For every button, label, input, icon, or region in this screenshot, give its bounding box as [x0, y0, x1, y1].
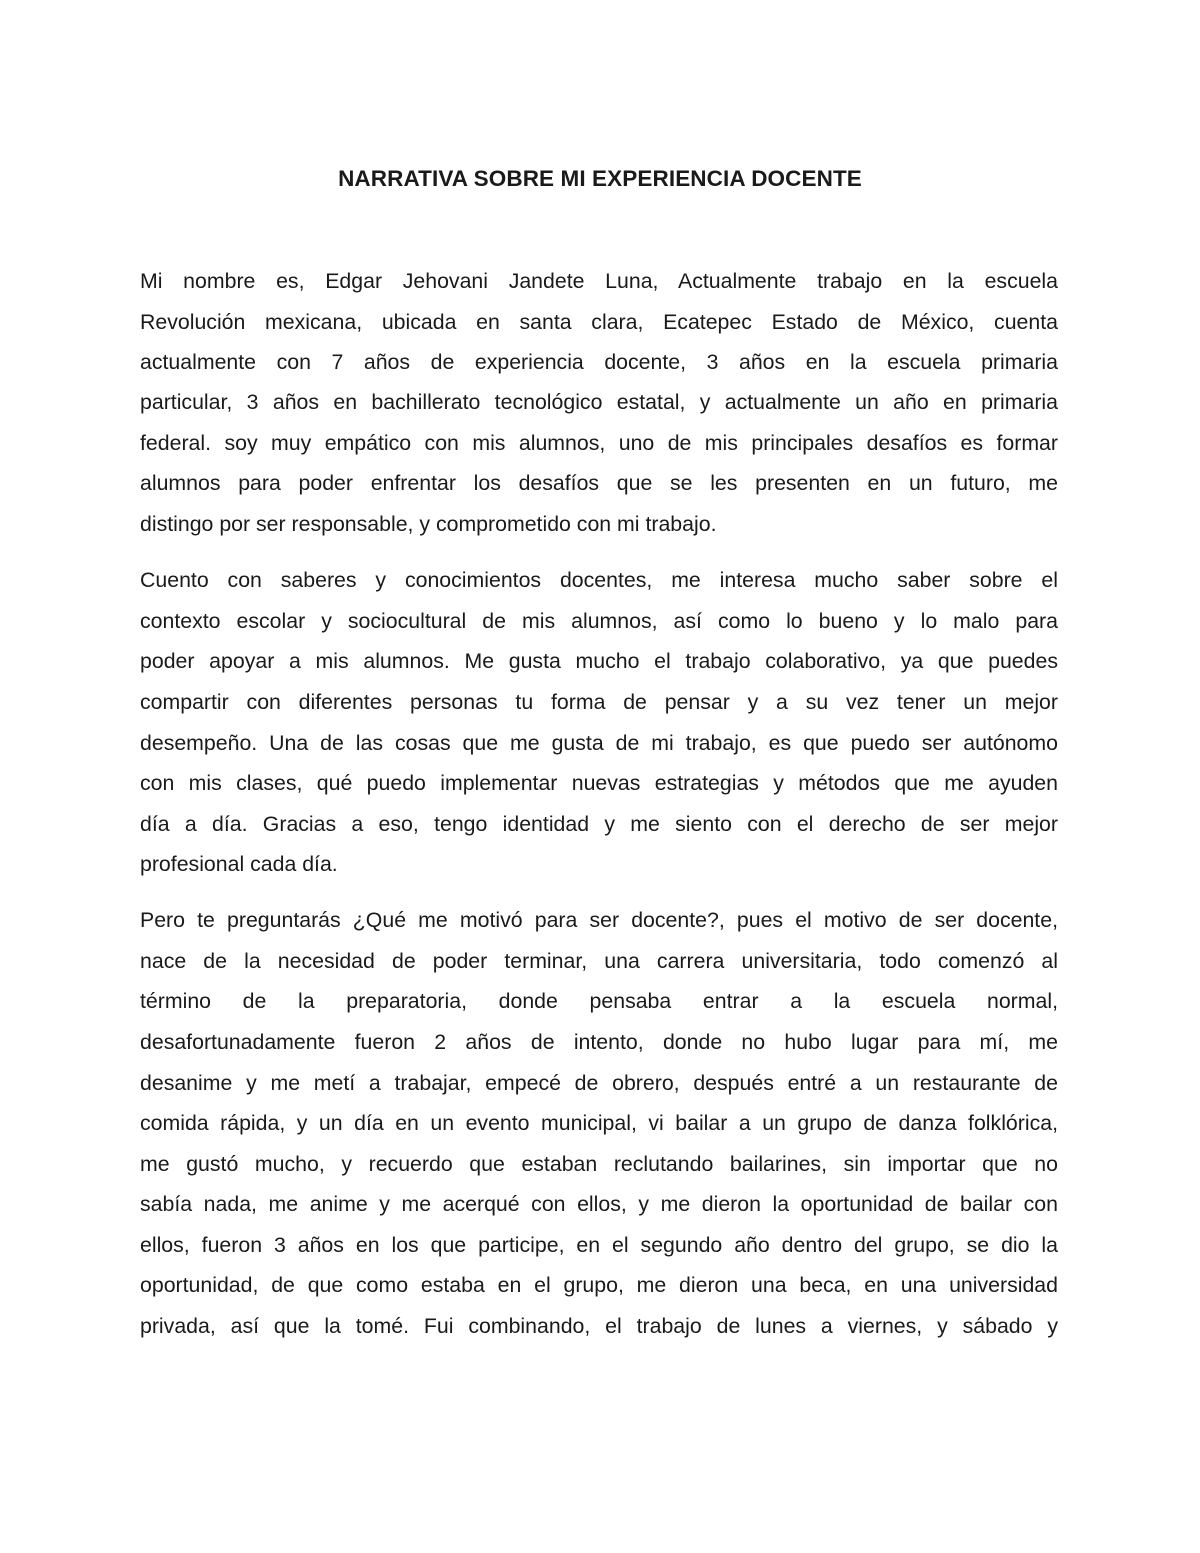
- text-line: me gustó mucho, y recuerdo que estaban reclutando bailarines, sin importar que no: [140, 1152, 1058, 1176]
- text-line: privada, así que la tomé. Fui combinando, el trabajo de lunes a viernes, y sábado y: [140, 1314, 1058, 1338]
- text-line: Revolución mexicana, ubicada en santa clara, Ecatepec Estado de México, cuenta: [140, 310, 1058, 334]
- text-line: con mis clases, qué puedo implementar nuevas estrategias y métodos que me ayuden: [140, 771, 1058, 795]
- text-line: sabía nada, me anime y me acerqué con ellos, y me dieron la oportunidad de bailar con: [140, 1192, 1058, 1216]
- text-line: particular, 3 años en bachillerato tecnológico estatal, y actualmente un año en primaria: [140, 390, 1058, 414]
- text-line: día a día. Gracias a eso, tengo identidad y me siento con el derecho de ser mejor: [140, 812, 1058, 836]
- text-line: comida rápida, y un día en un evento municipal, vi bailar a un grupo de danza folklórica,: [140, 1111, 1058, 1135]
- text-line: contexto escolar y sociocultural de mis alumnos, así como lo bueno y lo malo para: [140, 609, 1058, 633]
- text-line: Mi nombre es, Edgar Jehovani Jandete Luna, Actualmente trabajo en la escuela: [140, 269, 1058, 293]
- text-line: nace de la necesidad de poder terminar, una carrera universitaria, todo comenzó al: [140, 949, 1058, 973]
- text-line: ellos, fueron 3 años en los que participe, en el segundo año dentro del grupo, se dio la: [140, 1233, 1058, 1257]
- text-line: federal. soy muy empático con mis alumnos, uno de mis principales desafíos es formar: [140, 431, 1058, 455]
- text-line: profesional cada día.: [140, 852, 338, 876]
- text-line: alumnos para poder enfrentar los desafíos que se les presenten en un futuro, me: [140, 471, 1058, 495]
- text-line: poder apoyar a mis alumnos. Me gusta mucho el trabajo colaborativo, ya que puedes: [140, 649, 1058, 673]
- text-line: oportunidad, de que como estaba en el grupo, me dieron una beca, en una universidad: [140, 1273, 1058, 1297]
- text-line: actualmente con 7 años de experiencia docente, 3 años en la escuela primaria: [140, 350, 1058, 374]
- document-title: NARRATIVA SOBRE MI EXPERIENCIA DOCENTE: [338, 166, 862, 191]
- text-line: Pero te preguntarás ¿Qué me motivó para ser docente?, pues el motivo de ser docente,: [140, 908, 1058, 932]
- text-line: desanime y me metí a trabajar, empecé de obrero, después entré a un restaurante de: [140, 1071, 1058, 1095]
- text-line: desafortunadamente fueron 2 años de intento, donde no hubo lugar para mí, me: [140, 1030, 1058, 1054]
- text-line: desempeño. Una de las cosas que me gusta de mi trabajo, es que puedo ser autónomo: [140, 731, 1058, 755]
- text-line: Cuento con saberes y conocimientos docentes, me interesa mucho saber sobre el: [140, 568, 1058, 592]
- text-line: término de la preparatoria, donde pensaba entrar a la escuela normal,: [140, 989, 1058, 1013]
- text-line: distingo por ser responsable, y comprometido con mi trabajo.: [140, 512, 717, 536]
- text-line: compartir con diferentes personas tu forma de pensar y a su vez tener un mejor: [140, 690, 1058, 714]
